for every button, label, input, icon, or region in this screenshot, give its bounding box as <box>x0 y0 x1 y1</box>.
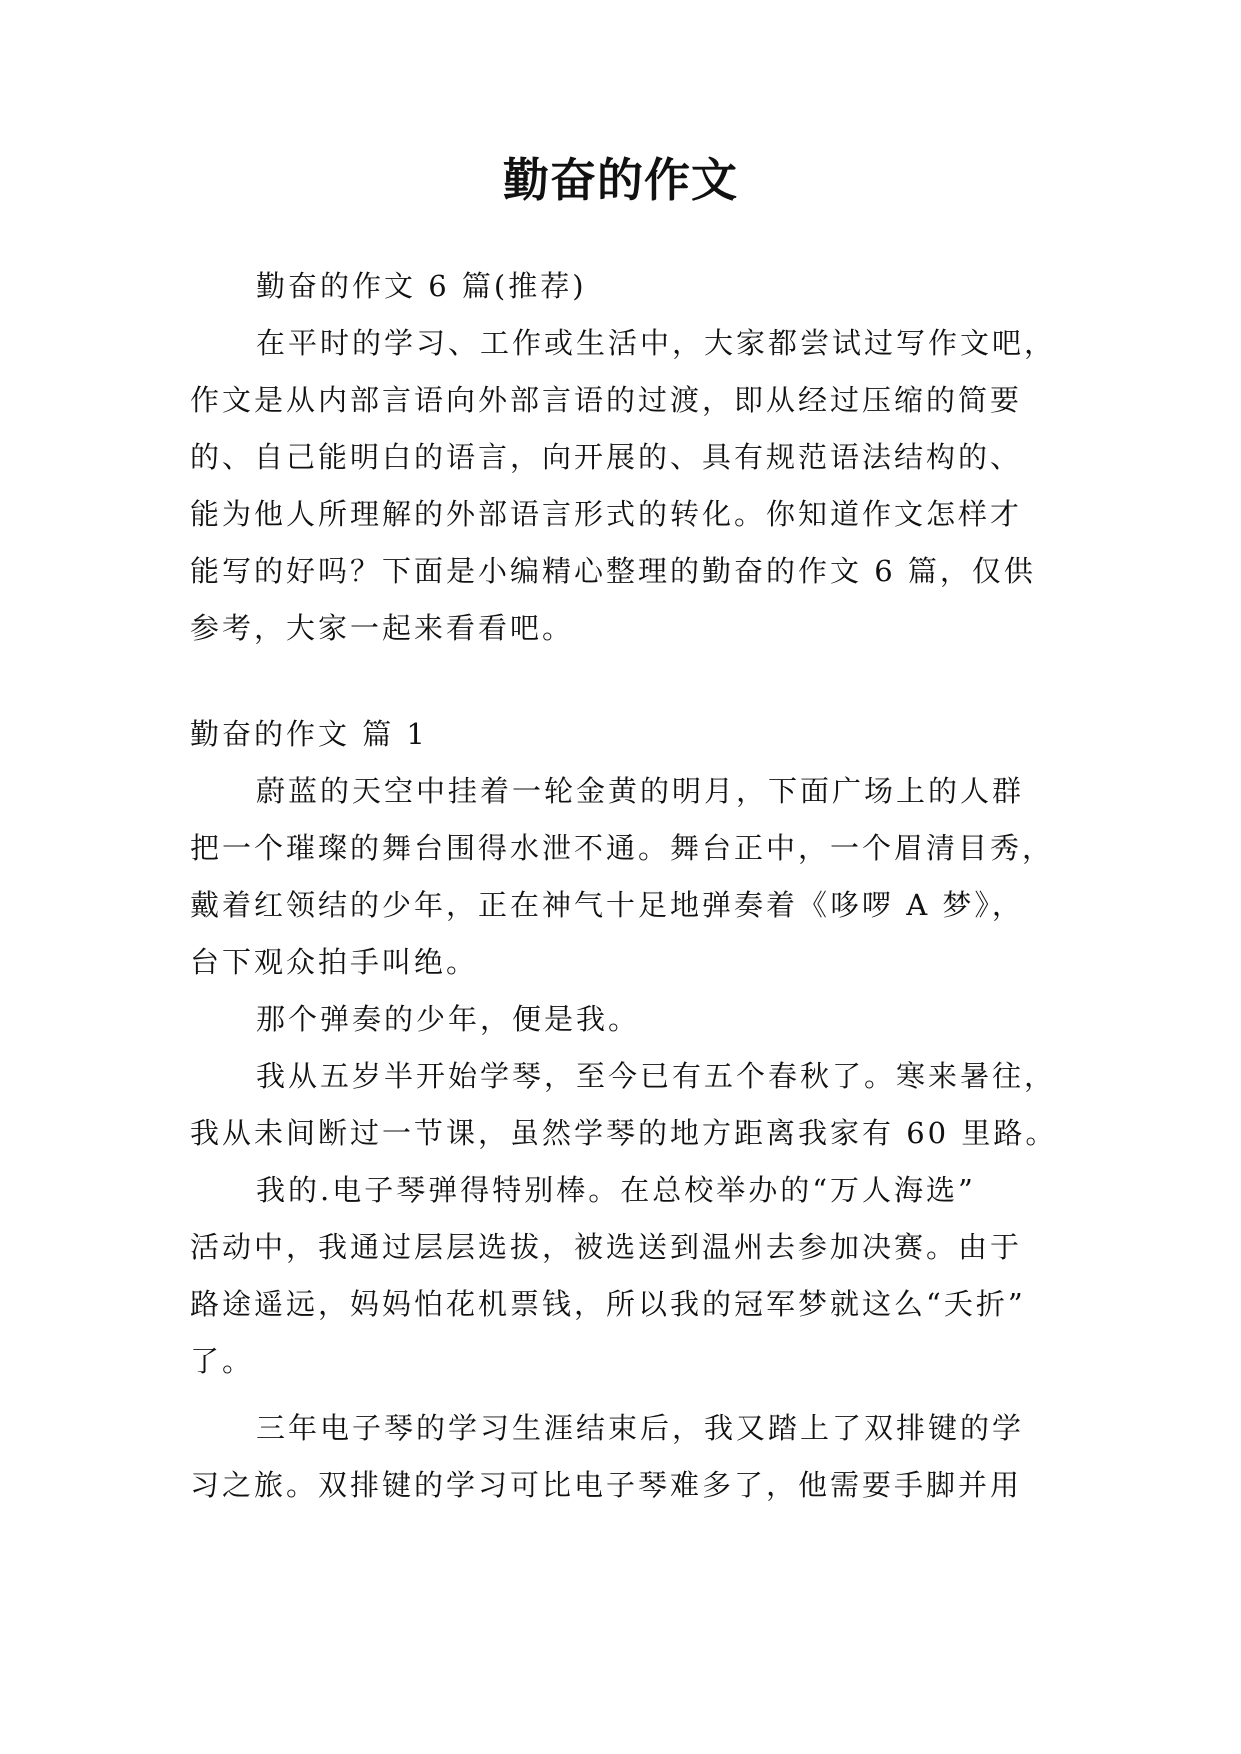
section-line: 我从未间断过一节课，虽然学琴的地方距离我家有 60 里路。 <box>190 1116 1058 1150</box>
intro-line: 在平时的学习、工作或生活中，大家都尝试过写作文吧， <box>256 326 1057 360</box>
section-line: 把一个璀璨的舞台围得水泄不通。舞台正中，一个眉清目秀， <box>190 831 1055 865</box>
intro-line: 能为他人所理解的外部语言形式的转化。你知道作文怎样才 <box>190 497 1023 531</box>
section-line: 我从五岁半开始学琴，至今已有五个春秋了。寒来暑往， <box>256 1059 1057 1093</box>
intro-line: 能写的好吗？下面是小编精心整理的勤奋的作文 6 篇，仅供 <box>190 554 1036 588</box>
section-line: 路途遥远，妈妈怕花机票钱，所以我的冠军梦就这么“夭折” <box>190 1287 1026 1321</box>
paragraph-gap <box>190 1390 1070 1400</box>
section-line: 习之旅。双排键的学习可比电子琴难多了，他需要手脚并用 <box>190 1468 1023 1502</box>
section-line: 台下观众拍手叫绝。 <box>190 945 479 979</box>
section-line: 蔚蓝的天空中挂着一轮金黄的明月，下面广场上的人群 <box>256 774 1025 808</box>
section-heading: 勤奋的作文 篇 1 <box>190 717 428 751</box>
section-line: 那个弹奏的少年，便是我。 <box>256 1002 641 1036</box>
section-line: 戴着红领结的少年，正在神气十足地弹奏着《哆啰 A 梦》， <box>190 888 1024 922</box>
section-line: 活动中，我通过层层选拔，被选送到温州去参加决赛。由于 <box>190 1230 1023 1264</box>
intro-line: 作文是从内部言语向外部言语的过渡，即从经过压缩的简要 <box>190 383 1023 417</box>
section-line: 了。 <box>190 1344 255 1378</box>
document-body <box>190 258 1070 1514</box>
section-line: 我的.电子琴弹得特别棒。在总校举办的“万人海选” <box>256 1173 976 1207</box>
document-subtitle: 勤奋的作文 6 篇(推荐) <box>256 269 587 303</box>
document-title: 勤奋的作文 <box>503 153 738 207</box>
paragraph-gap <box>190 657 1070 706</box>
section-line: 三年电子琴的学习生涯结束后，我又踏上了双排键的学 <box>256 1411 1025 1445</box>
intro-line: 参考，大家一起来看看吧。 <box>190 611 575 645</box>
intro-line: 的、自己能明白的语言，向开展的、具有规范语法结构的、 <box>190 440 1023 474</box>
